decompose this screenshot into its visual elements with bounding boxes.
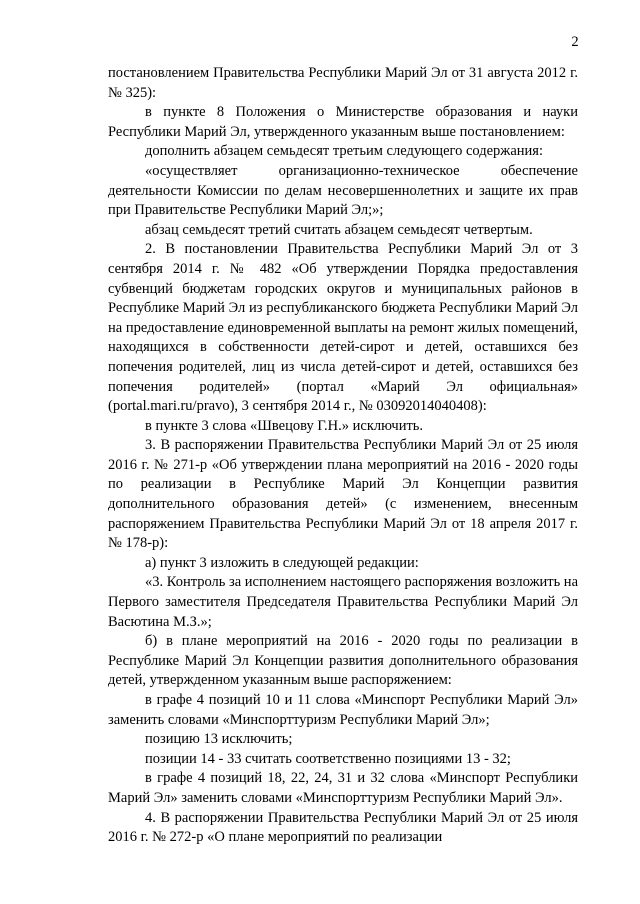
paragraph: «осуществляет организационно-техническое обеспечение деятельности Комиссии по делам несовершеннолетних и защите их прав при Правительстве Республики Марий Эл;»;: [108, 162, 578, 219]
paragraph: б) в плане мероприятий на 2016 - 2020 годы по реализации в Республике Марий Эл Концепции развития дополнительного образования детей, утвержденном указанным выше распоряжением:: [108, 633, 578, 689]
paragraph: позиции 14 - 33 считать соответственно позициями 13 - 32;: [145, 750, 511, 767]
paragraph: 4. В распоряжении Правительства Республики Марий Эл от 25 июля 2016 г. № 272-р «О плане мероприятий по реализации: [108, 809, 578, 846]
paragraph: в графе 4 позиций 18, 22, 24, 31 и 32 слова «Минспорт Республики Марий Эл» заменить словами «Минспорттуризм Республики Марий Эл».: [108, 770, 578, 806]
paragraph: а) пункт 3 изложить в следующей редакции:: [145, 554, 419, 571]
paragraph: абзац семьдесят третий считать абзацем семьдесят четвертым.: [145, 221, 533, 238]
paragraph: в пункте 8 Положения о Министерстве образования и науки Республики Марий Эл, утвержденного указанным выше постановлением:: [108, 104, 578, 140]
document-body: [108, 64, 578, 848]
paragraph: постановлением Правительства Республики Марий Эл от 31 августа 2012 г. № 325):: [108, 65, 578, 101]
paragraph: дополнить абзацем семьдесят третьим следующего содержания:: [145, 143, 543, 160]
paragraph: в графе 4 позиций 10 и 11 слова «Минспорт Республики Марий Эл» заменить словами «Минспорттуризм Республики Марий Эл»;: [108, 692, 578, 728]
paragraph: 2. В постановлении Правительства Республики Марий Эл от 3 сентября 2014 г. № 482 «Об утверждении Порядка предоставления субвенций бюджетам городских округов и муниципальных районов в Республике Марий Эл из республиканского бюджета Республики Марий Эл на предоставление единовременной выплаты на ремонт жилых помещений, находящихся в собственности детей-сирот и детей, оставшихся без попечения родителей, лиц из числа детей-сирот и детей, оставшихся без попечения родителей» (портал «Марий Эл официальная» (portal.mari.ru/pravo), 3 сентября 2014 г., № 03092014040408):: [108, 241, 578, 415]
paragraph: в пункте 3 слова «Швецову Г.Н.» исключить.: [145, 417, 424, 434]
page-number: 2: [571, 34, 579, 50]
paragraph: «3. Контроль за исполнением настоящего распоряжения возложить на Первого заместителя Председателя Правительства Республики Марий Эл Васютина М.З.»;: [108, 574, 579, 630]
paragraph: позицию 13 исключить;: [145, 731, 293, 748]
paragraph: 3. В распоряжении Правительства Республики Марий Эл от 25 июля 2016 г. № 271-р «Об утверждении плана мероприятий на 2016 - 2020 годы по реализации в Республике Марий Эл Концепции развития дополнительного образования детей» (с изменением, внесенным распоряжением Правительства Республики Марий Эл от 18 апреля 2017 г. № 178-р):: [108, 437, 578, 552]
